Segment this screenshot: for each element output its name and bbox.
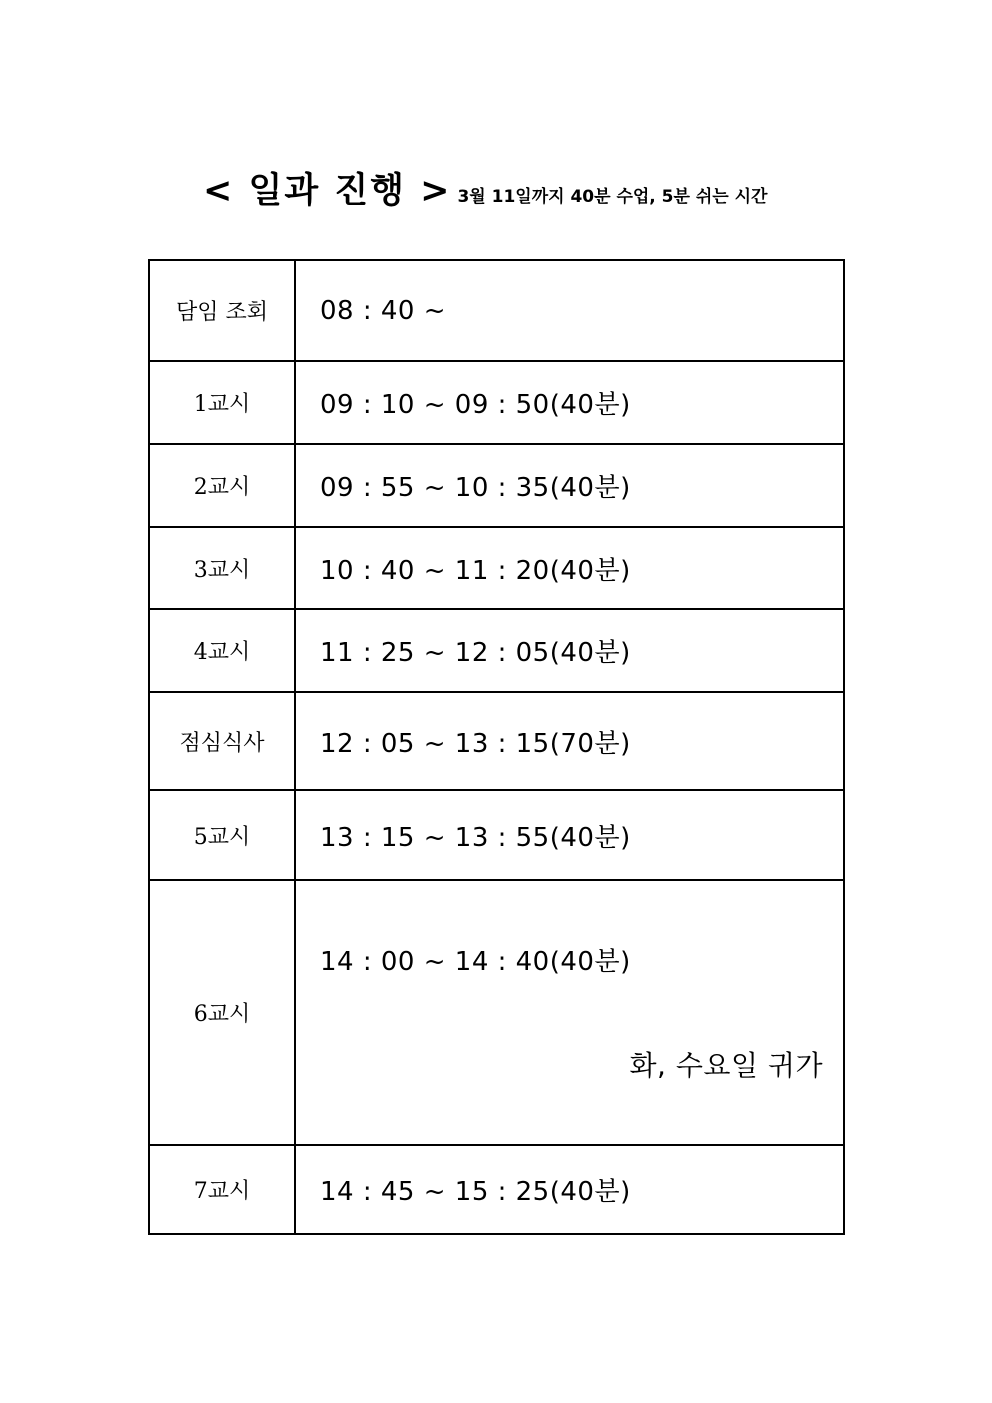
row-time: 09 : 10 ~ 09 : 50(40분) [295,361,844,444]
row-label: 3교시 [149,527,295,609]
page-header [203,163,843,213]
row-time: 14 : 45 ~ 15 : 25(40분) [295,1145,844,1234]
row-label: 5교시 [149,790,295,880]
row-time: 08 : 40 ~ [295,260,844,361]
table-row [149,361,844,444]
row-label: 1교시 [149,361,295,444]
table-row [149,790,844,880]
row-label: 담임 조회 [149,260,295,361]
table-row [149,527,844,609]
row-label: 2교시 [149,444,295,527]
row-time: 14 : 00 ~ 14 : 40(40분) [320,947,631,977]
table-row [149,444,844,527]
row-time: 09 : 55 ~ 10 : 35(40분) [295,444,844,527]
row-time: 13 : 15 ~ 13 : 55(40분) [295,790,844,880]
row-note: 화, 수요일 귀가 [629,1049,823,1082]
table-row [149,609,844,692]
table-row [149,1145,844,1234]
row-time-with-note [295,880,844,1145]
table-row [149,880,844,1145]
row-label: 6교시 [149,880,295,1145]
row-label: 7교시 [149,1145,295,1234]
table-row [149,260,844,361]
schedule-table [148,259,845,1235]
row-time: 10 : 40 ~ 11 : 20(40분) [295,527,844,609]
page-title: < 일과 진행 > [203,171,452,211]
table-row [149,692,844,790]
row-label: 4교시 [149,609,295,692]
page-subtitle: 3월 11일까지 40분 수업, 5분 쉬는 시간 [457,187,768,207]
row-time: 11 : 25 ~ 12 : 05(40분) [295,609,844,692]
row-time: 12 : 05 ~ 13 : 15(70분) [295,692,844,790]
row-label: 점심식사 [149,692,295,790]
